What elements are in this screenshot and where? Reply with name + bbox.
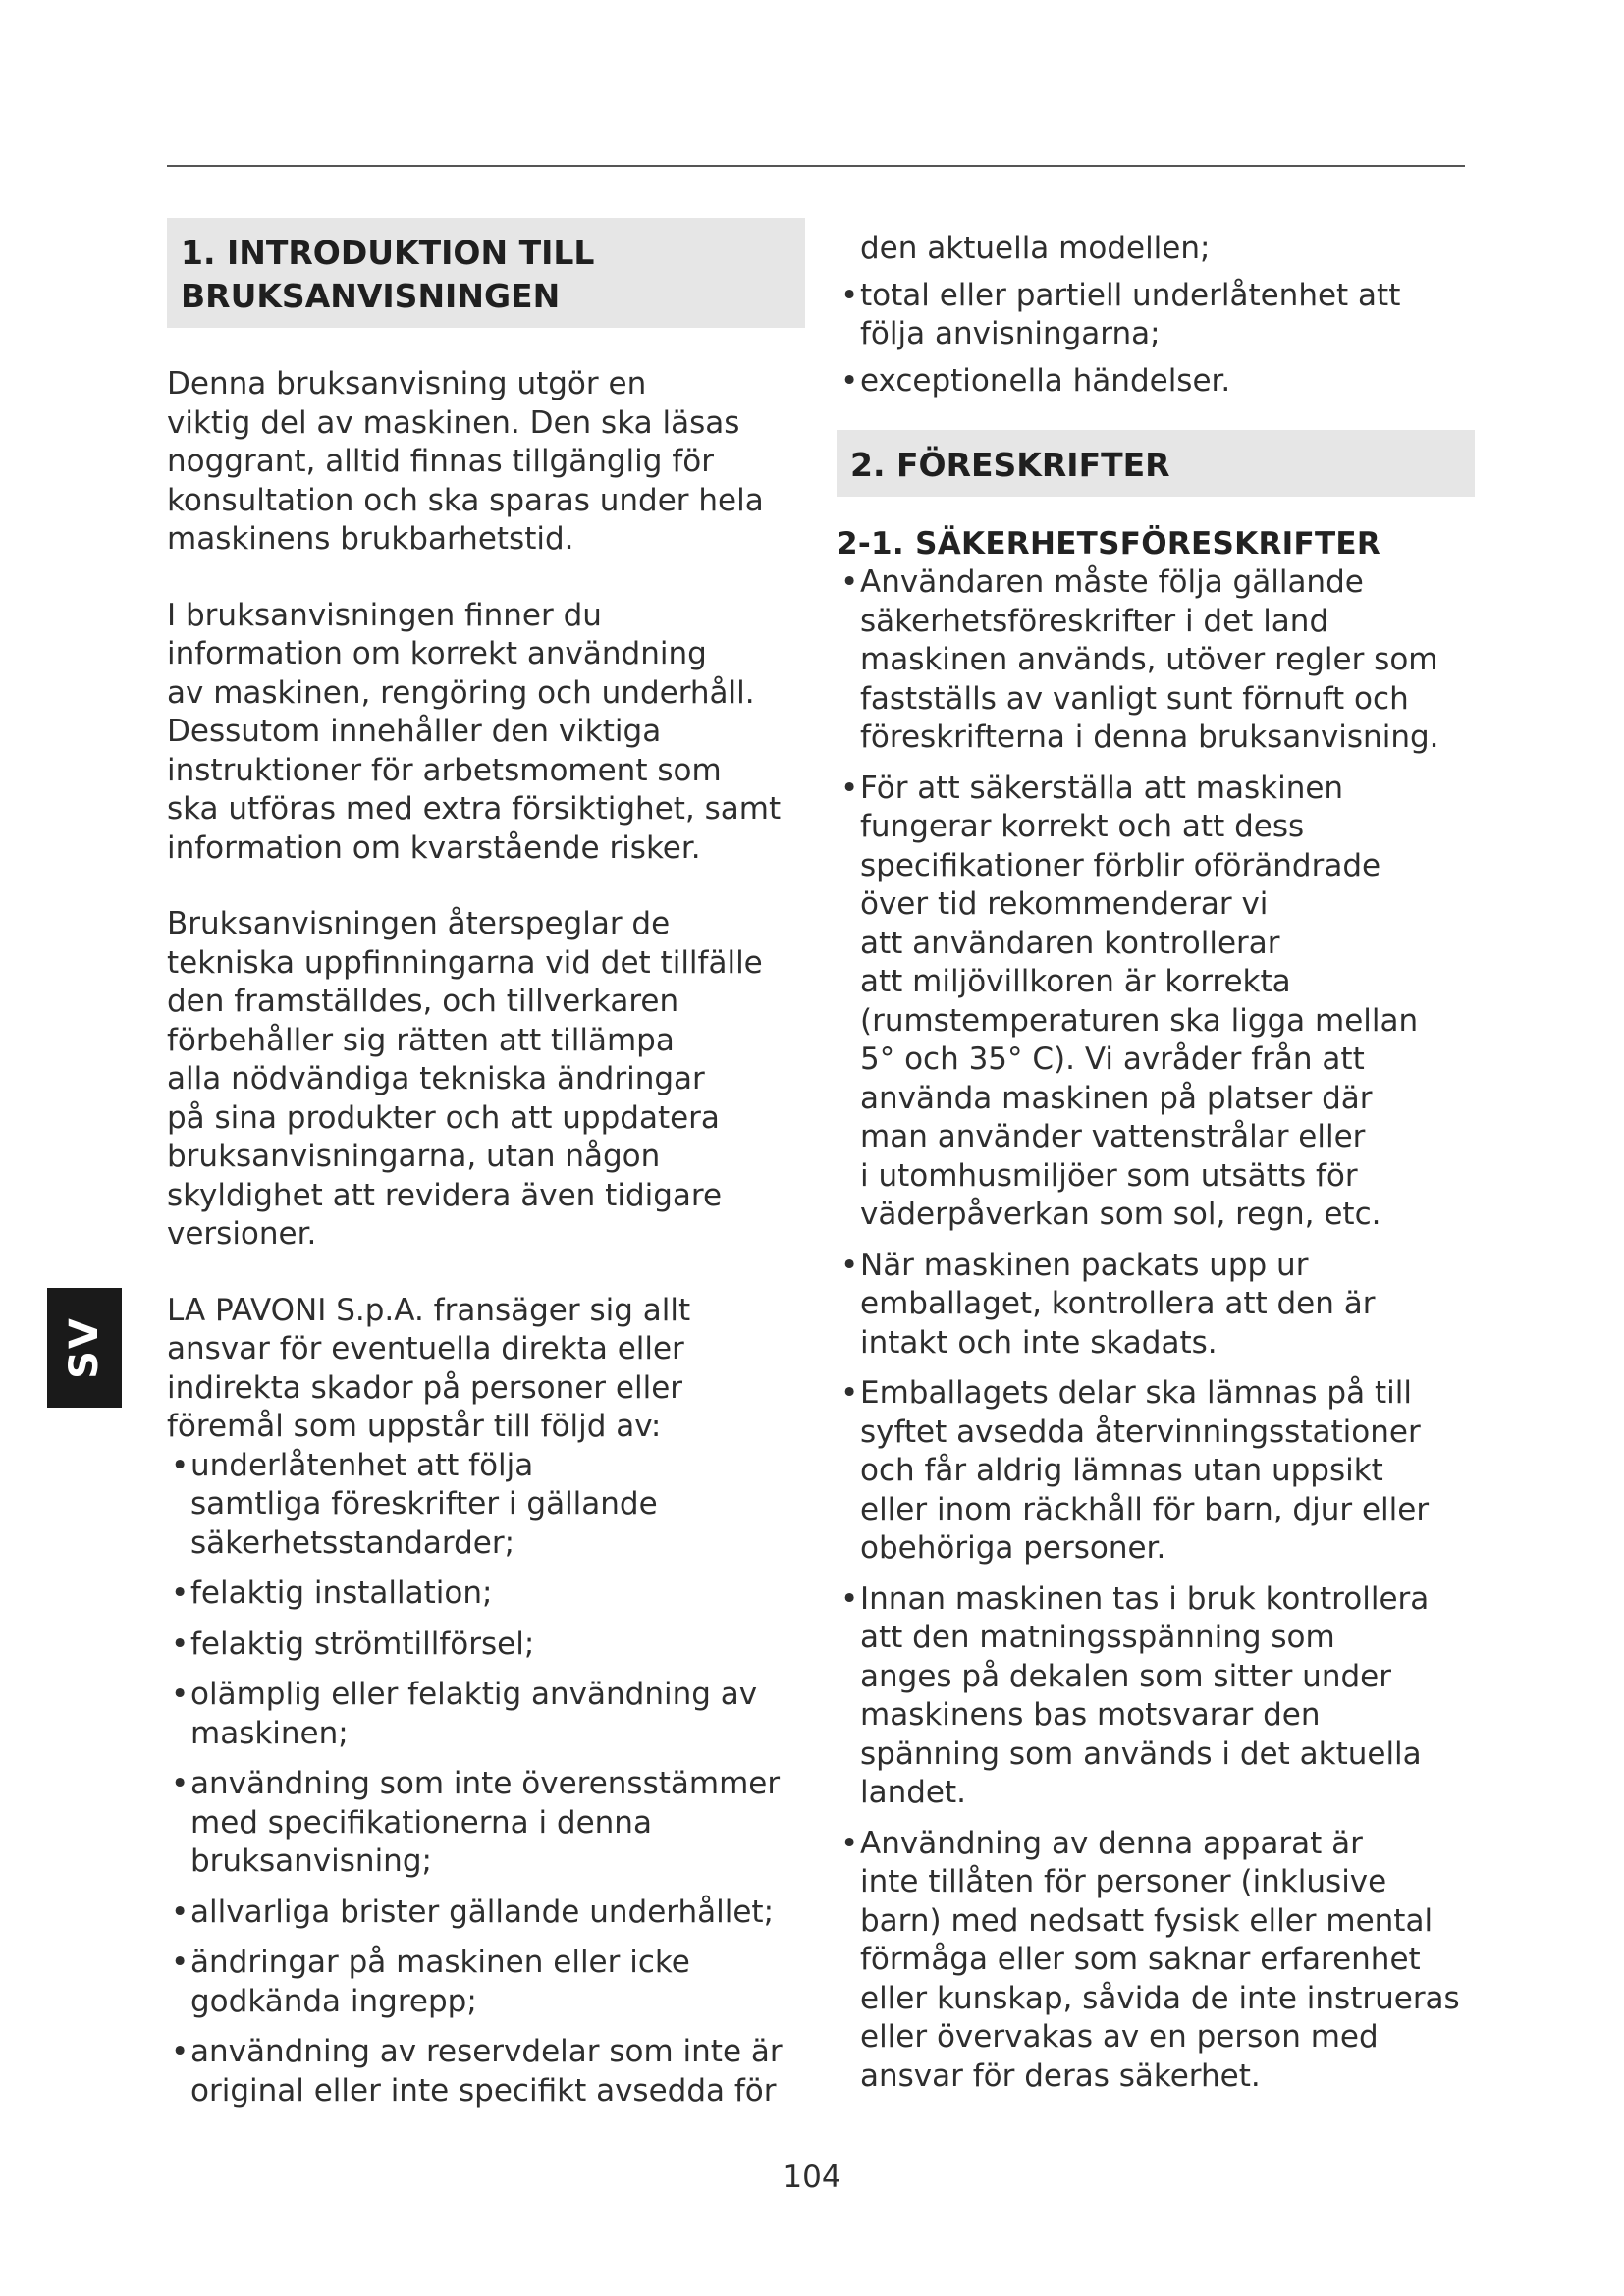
text-line: maskinens bas motsvarar den: [860, 1697, 1321, 1733]
text-line: användning av reservdelar som inte är: [190, 2034, 783, 2069]
list-item: •När maskinen packats upp ur emballaget, kontrollera att den är intakt och inte skadats.: [837, 1247, 1475, 1363]
text-line: maskinen;: [190, 1715, 349, 1751]
text-line: att miljövillkoren är korrekta: [860, 964, 1291, 999]
text-line: barn) med nedsatt fysisk eller mental: [860, 1902, 1434, 1939]
list-item: •användning som inte överensstämmer med specifikationerna i denna bruksanvisning;: [167, 1765, 805, 1882]
text-line: man använder vattenstrålar eller: [860, 1119, 1366, 1154]
text-line: viktig del av maskinen. Den ska läsas: [167, 404, 740, 441]
list-item: •underlåtenhet att följa samtliga föreskrifter i gällande säkerhetsstandarder;: [167, 1447, 805, 1564]
list-item: •felaktig installation;: [171, 1575, 493, 1611]
list-item-continuation: [837, 230, 1475, 269]
text-line: maskinens brukbarhetstid.: [167, 521, 574, 557]
text-line: bruksanvisningarna, utan någon: [167, 1139, 661, 1174]
text-line: tekniska uppfinningarna vid det tillfälle: [167, 944, 763, 981]
text-line: att användaren kontrollerar: [860, 925, 1280, 961]
text-line: på sina produkter och att uppdatera: [167, 1099, 720, 1136]
language-tab: [47, 1288, 122, 1408]
text-line: alla nödvändiga tekniska ändringar: [167, 1061, 705, 1096]
text-line: säkerhetsföreskrifter i det land: [860, 603, 1329, 639]
list-item: •För att säkerställa att maskinen fungerar korrekt och att dess specifikationer förblir oförändrade över tid rekommenderar vi att användaren kontrollerar att miljövillkoren är korrekta (rumstemperaturen ska ligga mellan 5° och 35° C). Vi avråder från att använda maskinen på platser där man använder vattenstrålar eller i utomhusmiljöer som utsätts för väderpåverkan som sol, regn, etc.: [837, 770, 1475, 1235]
text-line: fungerar korrekt och att dess: [860, 809, 1305, 844]
text-line: LA PAVONI S.p.A. fransäger sig allt: [167, 1292, 691, 1328]
text-line: instruktioner för arbetsmoment som: [167, 752, 722, 788]
text-line: samtliga föreskrifter i gällande: [190, 1486, 658, 1522]
list-item: •total eller partiell underlåtenhet att följa anvisningarna;: [837, 277, 1475, 354]
text-line: och får aldrig lämnas utan uppsikt: [860, 1453, 1383, 1488]
contents-paragraph: [167, 597, 805, 869]
text-line: Dessutom innehåller den viktiga: [167, 714, 662, 749]
text-line: exceptionella händelser.: [860, 362, 1231, 399]
text-line: föremål som uppstår till följd av:: [167, 1409, 662, 1444]
text-line: väderpåverkan som sol, regn, etc.: [860, 1197, 1381, 1232]
text-line: 5° och 35° C). Vi avråder från att: [860, 1041, 1365, 1077]
text-line: följa anvisningarna;: [860, 316, 1161, 351]
text-line: För att säkerställa att maskinen: [860, 770, 1344, 806]
text-line: indirekta skador på personer eller: [167, 1369, 683, 1406]
text-line: användning som inte överensstämmer: [190, 1766, 781, 1801]
text-line: inte tillåten för personer (inklusive: [860, 1864, 1387, 1899]
text-line: När maskinen packats upp ur: [860, 1247, 1309, 1283]
top-rule: [167, 165, 1465, 167]
text-line: ansvar för eventuella direkta eller: [167, 1331, 684, 1366]
text-line: original eller inte specifikt avsedda för: [190, 2072, 777, 2109]
text-line: föreskrifterna i denna bruksanvisning.: [860, 720, 1439, 755]
section-1-heading: [167, 218, 805, 328]
heading-line: BRUKSANVISNINGEN: [181, 277, 561, 315]
list-item: •användning av reservdelar som inte är original eller inte specifikt avsedda för: [167, 2033, 805, 2110]
text-line: förbehåller sig rätten att tillämpa: [167, 1022, 675, 1058]
list-item: •Användning av denna apparat är inte tillåten för personer (inklusive barn) med nedsatt fysisk eller mental förmåga eller som saknar erfarenhet eller kunskap, såvida de inte instrueras eller övervakas av en person med ansvar för deras säkerhet.: [837, 1825, 1475, 2097]
text-line: landet.: [860, 1775, 967, 1810]
text-line: I bruksanvisningen finner du: [167, 597, 602, 633]
text-line: syftet avsedda återvinningsstationer: [860, 1414, 1421, 1450]
text-line: maskinen används, utöver regler som: [860, 642, 1438, 677]
text-line: godkända ingrepp;: [190, 1983, 477, 2019]
text-line: Innan maskinen tas i bruk kontrollera: [860, 1580, 1430, 1617]
text-line: total eller partiell underlåtenhet att: [860, 277, 1401, 313]
text-line: Bruksanvisningen återspeglar de: [167, 906, 671, 941]
text-line: felaktig strömtillförsel;: [190, 1626, 535, 1662]
text-line: information om korrekt användning: [167, 636, 707, 671]
text-line: intakt och inte skadats.: [860, 1324, 1218, 1361]
left-column: [167, 218, 805, 2110]
text-line: Emballagets delar ska lämnas på till: [860, 1375, 1412, 1411]
text-line: specifikationer förblir oförändrade: [860, 847, 1381, 883]
text-line: bruksanvisning;: [190, 1843, 432, 1879]
text-line: av maskinen, rengöring och underhåll.: [167, 674, 755, 711]
list-item: •olämplig eller felaktig användning av maskinen;: [167, 1676, 805, 1753]
section-2-heading: 2. FÖRESKRIFTER: [837, 430, 1475, 497]
heading-line: 1. INTRODUKTION TILL: [181, 234, 595, 272]
text-line: Användning av denna apparat är: [860, 1825, 1363, 1861]
text-line: fastställs av vanligt sunt förnuft och: [860, 680, 1409, 717]
text-line: ska utföras med extra försiktighet, samt: [167, 791, 782, 827]
text-line: ansvar för deras säkerhet.: [860, 2057, 1261, 2094]
text-line: olämplig eller felaktig användning av: [190, 1677, 758, 1712]
text-line: den aktuella modellen;: [860, 231, 1211, 266]
text-line: anges på dekalen som sitter under: [860, 1658, 1391, 1694]
disclaimer-paragraph: [167, 1292, 805, 1447]
text-line: information om kvarstående risker.: [167, 829, 701, 866]
text-line: emballaget, kontrollera att den är: [860, 1286, 1376, 1321]
text-line: den framställdes, och tillverkaren: [167, 984, 679, 1019]
text-line: (rumstemperaturen ska ligga mellan: [860, 1002, 1419, 1039]
list-item: •Innan maskinen tas i bruk kontrollera att den matningsspänning som anges på dekalen som sitter under maskinens bas motsvarar den spänning som används i det aktuella landet.: [837, 1580, 1475, 1813]
text-line: ändringar på maskinen eller icke: [190, 1945, 690, 1980]
language-tab-label: SV: [61, 1316, 107, 1379]
text-line: versioner.: [167, 1216, 317, 1252]
text-line: använda maskinen på platser där: [860, 1080, 1373, 1116]
text-line: förmåga eller som saknar erfarenhet: [860, 1942, 1421, 1977]
page-number: 104: [783, 2160, 841, 2195]
intro-paragraph: [167, 365, 805, 560]
list-item: •Användaren måste följa gällande säkerhetsföreskrifter i det land maskinen används, utöver regler som fastställs av vanligt sunt förnuft och föreskrifterna i denna bruksanvisning.: [837, 563, 1475, 758]
text-line: i utomhusmiljöer som utsätts för: [860, 1157, 1358, 1194]
text-line: Denna bruksanvisning utgör en: [167, 366, 647, 401]
right-column: [837, 218, 1475, 2096]
list-item: •felaktig strömtillförsel;: [171, 1626, 535, 1662]
subsection-heading: 2-1. SÄKERHETSFÖRESKRIFTER: [837, 526, 1381, 561]
text-line: att den matningsspänning som: [860, 1620, 1335, 1655]
text-line: eller övervakas av en person med: [860, 2019, 1379, 2055]
text-line: allvarliga brister gällande underhållet;: [190, 1894, 775, 1930]
text-line: noggrant, alltid finnas tillgänglig för: [167, 444, 714, 479]
text-line: obehöriga personer.: [860, 1530, 1166, 1566]
list-item: •Emballagets delar ska lämnas på till syftet avsedda återvinningsstationer och får aldrig lämnas utan uppsikt eller inom räckhåll för barn, djur eller obehöriga personer.: [837, 1374, 1475, 1569]
text-line: felaktig installation;: [190, 1575, 493, 1611]
list-item: •ändringar på maskinen eller icke godkända ingrepp;: [167, 1944, 805, 2021]
text-line: med specifikationerna i denna: [190, 1804, 652, 1841]
revision-paragraph: [167, 905, 805, 1255]
text-line: Användaren måste följa gällande: [860, 564, 1364, 600]
list-item: •allvarliga brister gällande underhållet;: [171, 1894, 775, 1930]
text-line: skyldighet att revidera även tidigare: [167, 1177, 723, 1213]
text-line: säkerhetsstandarder;: [190, 1524, 515, 1561]
text-line: eller kunskap, såvida de inte instrueras: [860, 1980, 1460, 2016]
text-line: spänning som används i det aktuella: [860, 1735, 1422, 1772]
text-line: eller inom räckhåll för barn, djur eller: [860, 1491, 1430, 1527]
list-item: •exceptionella händelser.: [840, 362, 1231, 399]
text-line: underlåtenhet att följa: [190, 1447, 534, 1483]
text-line: konsultation och ska sparas under hela: [167, 482, 764, 518]
text-line: över tid rekommenderar vi: [860, 886, 1269, 922]
